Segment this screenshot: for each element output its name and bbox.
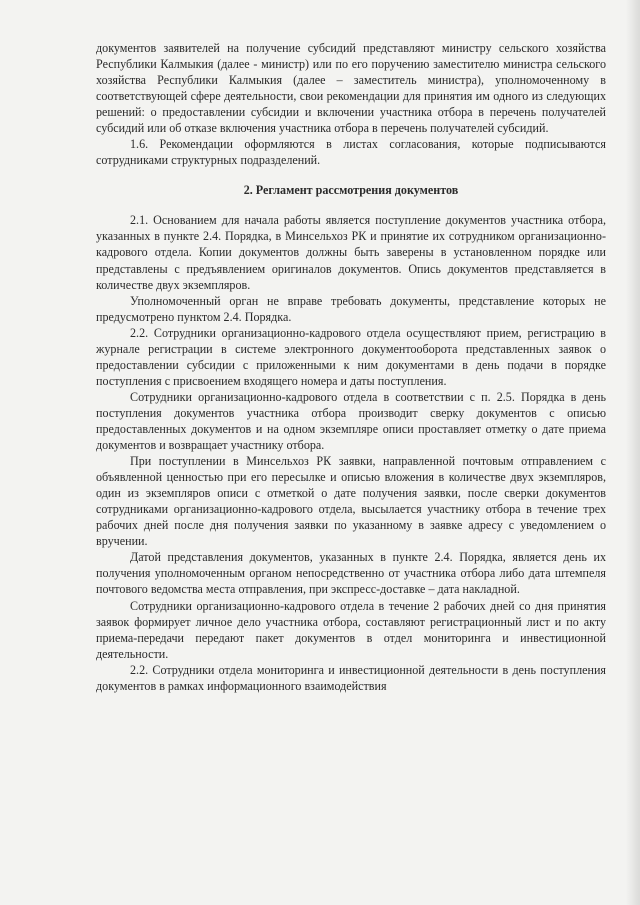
paragraph-submission-date: Датой представления документов, указанных в пункте 2.4. Порядка, является день их получения уполномоченным органом непосредственно от участника отбора либо дата штемпеля почтового ведомства места отправления, при экспресс-доставке – дата накладной. — [96, 550, 606, 597]
paragraph-2-1: 2.1. Основанием для начала работы является поступление документов участника отбора, указанных в пункте 2.4. Порядка, в Минсельхоз РК и принятие их сотрудником организационно-кадрового отдела. Копии документов должны быть заверены в установленном порядке или представлены с предъявлением оригиналов документов. Опись документов представляется в количестве двух экземпляров. — [96, 213, 606, 292]
paragraph-2-2: 2.2. Сотрудники организационно-кадрового отдела осуществляют прием, регистрацию в журнале регистрации в системе электронного документооборота представленных заявок о предоставлении субсидии с приложенными к ним документами в день подачи в порядке поступления с присвоением входящего номера и даты поступления. — [96, 325, 606, 388]
paragraph-postal: При поступлении в Минсельхоз РК заявки, направленной почтовым отправлением с объявленной ценностью при его пересылке и описью вложения в количестве двух экземпляров, один из экземпляров описи с отметкой о дате получения заявки, после сверки документов сотрудниками организационно-кадрового отдела, высылается участнику отбора в течение трех рабочих дней после дня получения заявки по указанному в заявке адресу с уведомлением о вручении. — [96, 454, 606, 549]
section-title: 2. Регламент рассмотрения документов — [243, 183, 459, 198]
paragraph-authority: Уполномоченный орган не вправе требовать документы, представление которых не предусмотрено пунктом 2.4. Порядка. — [96, 293, 606, 324]
paragraph-1: документов заявителей на получение субсидий представляют министру сельского хозяйства Республики Калмыкия (далее - министр) или по его поручению заместителю министра сельского хозяйства Республики Калмыкия (далее – заместитель министра), уполномоченному в соответствующей сфере деятельности, свои рекомендации для принятия им одного из следующих решений: о предоставлении субсидии и включении участника отбора в перечень получателей субсидий или об отказе включения участника отбора в перечень получателей субсидий. — [96, 41, 606, 136]
paragraph-1-6: 1.6. Рекомендации оформляются в листах согласования, которые подписываются сотрудниками структурных подразделений. — [96, 137, 606, 168]
paragraph-2-2-monitoring: 2.2. Сотрудники отдела мониторинга и инвестиционной деятельности в день поступления документов в рамках информационного взаимодействия — [96, 662, 606, 693]
paragraph-verification: Сотрудники организационно-кадрового отдела в соответствии с п. 2.5. Порядка в день поступления документов участника отбора производит сверку документов с описью предоставленных документов и на одном экземпляре описи проставляет отметку о дате приема документов и возвращает участнику отбора. — [96, 389, 606, 453]
paragraph-personal-file: Сотрудники организационно-кадрового отдела в течение 2 рабочих дней со дня принятия заявок формирует личное дело участника отбора, составляют регистрационный лист и по акту приема-передачи передают пакет документов в отдел мониторинга и инвестиционной деятельности. — [96, 598, 606, 661]
